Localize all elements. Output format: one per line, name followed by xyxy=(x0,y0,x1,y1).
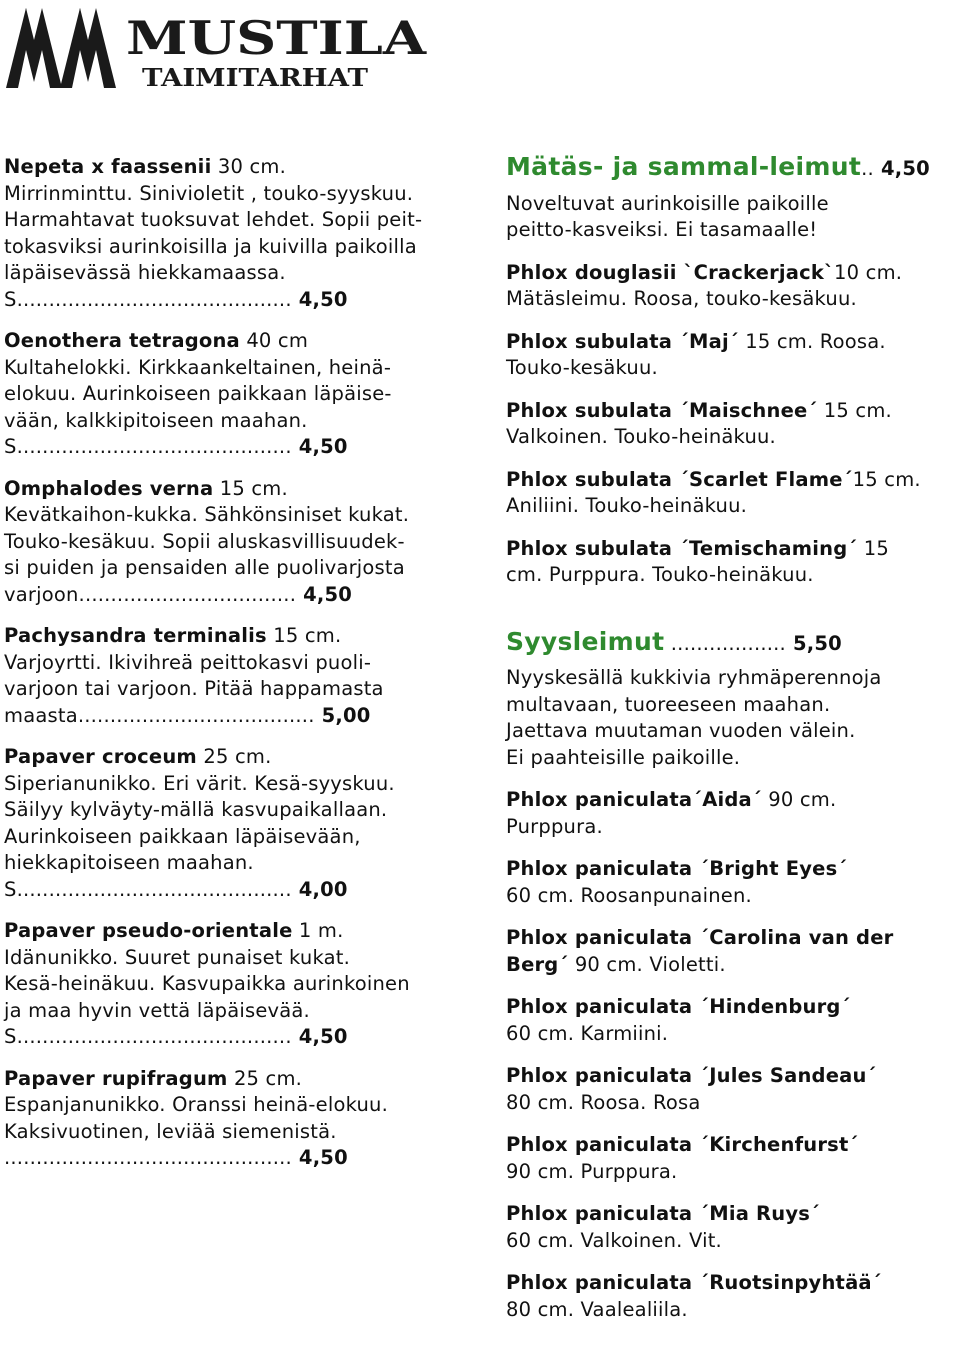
entry-title-line xyxy=(4,328,474,355)
entry-title-line xyxy=(506,536,960,563)
description-line: 80 cm. Roosa. Rosa xyxy=(506,1090,701,1114)
mustila-logo xyxy=(4,0,444,100)
description-line: Valkoinen. Touko-heinäkuu. xyxy=(506,425,776,448)
description-line: Espanjanunikko. Oranssi heinä-elokuu. xyxy=(4,1093,388,1116)
description-line: Kultahelokki. Kirkkaankeltainen, heinä- xyxy=(4,355,392,379)
price-line xyxy=(4,703,474,730)
plant-entry xyxy=(4,744,474,903)
price-line xyxy=(4,1024,474,1051)
entry-title-line xyxy=(506,925,960,952)
description-line: Jaettava muutaman vuoden välein. xyxy=(506,719,856,742)
plant-entry xyxy=(506,994,960,1047)
price-line xyxy=(4,877,474,904)
right-column xyxy=(506,154,960,1339)
description-line: Purppura. xyxy=(506,814,603,838)
plant-entry xyxy=(506,329,960,382)
entry-title-continuation xyxy=(506,952,960,979)
plant-name: Phlox paniculata ´Mia Ruys´ xyxy=(506,1202,821,1225)
price: 4,50 xyxy=(291,435,348,458)
group-syysleimut xyxy=(506,626,960,1324)
plant-entry xyxy=(4,918,474,1051)
description-line: 60 cm. Roosanpunainen. xyxy=(506,883,752,907)
description-line: hiekkapitoiseen maahan. xyxy=(4,851,254,874)
entry-title-line xyxy=(506,260,960,287)
plant-name: Phlox subulata ´Temischaming´ xyxy=(506,536,858,560)
description-line: Kaksivuotinen, leviää siemenistä. xyxy=(4,1119,337,1143)
plant-entry xyxy=(506,1270,960,1323)
group-price: 5,50 xyxy=(785,631,842,655)
description-line: multavaan, tuoreeseen maahan. xyxy=(506,692,831,716)
description-line: Touko-kesäkuu. xyxy=(506,356,658,379)
plant-entry xyxy=(506,260,960,313)
plant-size: 40 cm xyxy=(239,329,309,352)
price-line xyxy=(4,287,474,314)
price-leader: maasta..................................... xyxy=(4,703,315,727)
group-description xyxy=(506,191,960,244)
plant-size: 15 xyxy=(857,536,889,560)
plant-name: Phlox paniculata´Aida´ xyxy=(506,788,762,811)
plant-name: Phlox paniculata ´Kirchenfurst´ xyxy=(506,1133,859,1156)
price-leader: S........................................... xyxy=(4,287,292,311)
description-line: Mirrinminttu. Sinivioletit , touko-syyskuu. xyxy=(4,181,414,205)
price-leader: S........................................... xyxy=(4,1025,292,1048)
plant-name: Papaver rupifragum xyxy=(4,1066,228,1090)
entry-title-line xyxy=(506,467,960,494)
description-line: elokuu. Aurinkoiseen paikkaan läpäise- xyxy=(4,382,392,405)
entry-title-line xyxy=(4,1066,474,1093)
price-line xyxy=(4,1145,474,1172)
plant-entry xyxy=(4,154,474,313)
price: 5,00 xyxy=(314,703,371,727)
logo-title: MUSTILA xyxy=(126,11,428,65)
plant-entry xyxy=(506,1063,960,1116)
plant-size: 15 cm. Roosa. xyxy=(738,329,886,353)
price: 4,50 xyxy=(291,1146,348,1169)
description-line: Ei paahteisille paikoille. xyxy=(506,745,741,769)
price-leader: varjoon.................................. xyxy=(4,582,297,606)
plant-name: Phlox douglasii `Crackerjack` xyxy=(506,260,835,284)
plant-entry xyxy=(506,1201,960,1254)
entry-title-line xyxy=(4,623,474,650)
group-heading xyxy=(506,626,960,658)
description-line: Idänunikko. Suuret punaiset kukat. xyxy=(4,945,351,969)
entry-title-line xyxy=(506,329,960,356)
entry-title-line xyxy=(506,1201,960,1228)
plant-size: 90 cm. xyxy=(761,788,837,811)
plant-name: Papaver pseudo-orientale xyxy=(4,919,293,942)
description-line: cm. Purppura. Touko-heinäkuu. xyxy=(506,563,814,586)
group-title: Mätäs- ja sammal-leimut xyxy=(506,152,862,181)
plant-size: 15 cm. xyxy=(852,467,921,491)
description-line: Siperianunikko. Eri värit. Kesä-syyskuu. xyxy=(4,771,395,795)
description-line: läpäisevässä hiekkamaassa. xyxy=(4,261,286,284)
logo-subtitle: TAIMITARHAT xyxy=(142,63,369,92)
plant-name: Phlox paniculata ´Carolina van der xyxy=(506,926,894,949)
group-title-dots: .................. xyxy=(664,631,786,655)
entry-title-line xyxy=(506,1270,960,1297)
plant-entry xyxy=(506,1132,960,1185)
plant-name: Papaver croceum xyxy=(4,745,197,768)
entry-title-line xyxy=(506,1063,960,1090)
description-line: si puiden ja pensaiden alle puolivarjosta xyxy=(4,556,405,579)
plant-size: 1 m. xyxy=(292,919,344,942)
price-line xyxy=(4,582,474,609)
price: 4,50 xyxy=(291,1025,348,1048)
price-leader: S........................................... xyxy=(4,877,292,901)
plant-size: 90 cm. Violetti. xyxy=(568,952,726,976)
plant-size: 25 cm. xyxy=(227,1066,303,1090)
description-line: 60 cm. Karmiini. xyxy=(506,1021,669,1045)
description-line: tokasviksi aurinkoisilla ja kuivilla paikoilla xyxy=(4,234,417,258)
price-leader: S........................................... xyxy=(4,435,292,458)
price: 4,50 xyxy=(291,287,348,311)
group-title: Syysleimut xyxy=(506,626,665,656)
entry-title-line xyxy=(4,918,474,945)
plant-size: 15 cm. xyxy=(817,398,892,422)
tree-icon xyxy=(6,8,116,88)
plant-entry xyxy=(4,1066,474,1172)
plant-entry xyxy=(506,925,960,978)
plant-name: Phlox paniculata ´Ruotsinpyhtää´ xyxy=(506,1271,882,1294)
plant-size: 15 cm. xyxy=(213,476,288,500)
plant-size: 30 cm. xyxy=(211,155,286,178)
group-description xyxy=(506,665,960,771)
entry-title-line xyxy=(4,154,474,181)
group-title-dots: .. xyxy=(861,157,874,180)
description-line: Kesä-heinäkuu. Kasvupaikka aurinkoinen xyxy=(4,972,410,995)
description-line: Varjoyrtti. Ikivihreä peittokasvi puoli- xyxy=(4,650,372,674)
description-line: Nyyskesällä kukkivia ryhmäperennoja xyxy=(506,666,882,689)
plant-size: 15 cm. xyxy=(266,624,342,647)
plant-name: Phlox paniculata ´Bright Eyes´ xyxy=(506,857,848,880)
description-line: 80 cm. Vaalealiila. xyxy=(506,1297,688,1321)
plant-name: Phlox subulata ´Maj´ xyxy=(506,329,739,353)
description-line: Mätäsleimu. Roosa, touko-kesäkuu. xyxy=(506,287,857,310)
plant-name: Phlox subulata ´Scarlet Flame´ xyxy=(506,467,853,491)
description-line: Aniliini. Touko-heinäkuu. xyxy=(506,494,748,517)
plant-name: Phlox paniculata ´Jules Sandeau´ xyxy=(506,1064,877,1087)
entry-title-line xyxy=(4,744,474,771)
entry-title-line xyxy=(506,1132,960,1159)
plant-entry xyxy=(506,398,960,451)
price-line xyxy=(4,434,474,461)
plant-name: Nepeta x faassenii xyxy=(4,155,212,178)
plant-entry xyxy=(4,328,474,461)
description-line: vään, kalkkipitoiseen maahan. xyxy=(4,408,308,432)
plant-entry xyxy=(506,856,960,909)
entry-title-line xyxy=(506,856,960,883)
description-line: Kevätkaihon-kukka. Sähkönsiniset kukat. xyxy=(4,503,410,526)
description-line: ja maa hyvin vettä läpäisevää. xyxy=(4,998,310,1022)
entry-title-line xyxy=(4,476,474,503)
plant-name-cont: Berg´ xyxy=(506,952,569,976)
entry-title-line xyxy=(506,787,960,814)
left-column xyxy=(4,154,474,1187)
description-line: varjoon tai varjoon. Pitää happamasta xyxy=(4,677,384,700)
description-line: 60 cm. Valkoinen. Vit. xyxy=(506,1228,722,1252)
description-line: Aurinkoiseen paikkaan läpäisevään, xyxy=(4,824,361,848)
price: 4,50 xyxy=(296,582,352,606)
plant-name: Phlox paniculata ´Hindenburg´ xyxy=(506,995,851,1018)
entry-title-line xyxy=(506,398,960,425)
description-line: Säilyy kylväyty-mällä kasvupaikallaan. xyxy=(4,798,388,821)
plant-entry xyxy=(506,536,960,589)
group-price: 4,50 xyxy=(873,157,930,180)
description-line: Touko-kesäkuu. Sopii aluskasvillisuudek- xyxy=(4,529,405,553)
plant-entry xyxy=(4,476,474,609)
price-leader: ............................................. xyxy=(4,1146,292,1169)
group-matas-leimut xyxy=(506,154,960,589)
description-line: Noveltuvat aurinkoisille paikoille xyxy=(506,191,829,215)
group-heading xyxy=(506,154,960,183)
entry-title-line xyxy=(506,994,960,1021)
plant-size: 25 cm. xyxy=(196,745,272,768)
price: 4,00 xyxy=(291,877,348,901)
plant-entry xyxy=(506,467,960,520)
plant-name: Phlox subulata ´Maischnee´ xyxy=(506,398,818,422)
plant-entry xyxy=(506,787,960,840)
plant-name: Omphalodes verna xyxy=(4,476,214,500)
description-line: 90 cm. Purppura. xyxy=(506,1159,678,1183)
description-line: peitto-kasveiksi. Ei tasamaalle! xyxy=(506,218,818,241)
plant-size: 10 cm. xyxy=(834,260,903,284)
description-line: Harmahtavat tuoksuvat lehdet. Sopii peit- xyxy=(4,208,423,231)
plant-name: Oenothera tetragona xyxy=(4,329,240,352)
plant-entry xyxy=(4,623,474,729)
plant-name: Pachysandra terminalis xyxy=(4,624,267,647)
